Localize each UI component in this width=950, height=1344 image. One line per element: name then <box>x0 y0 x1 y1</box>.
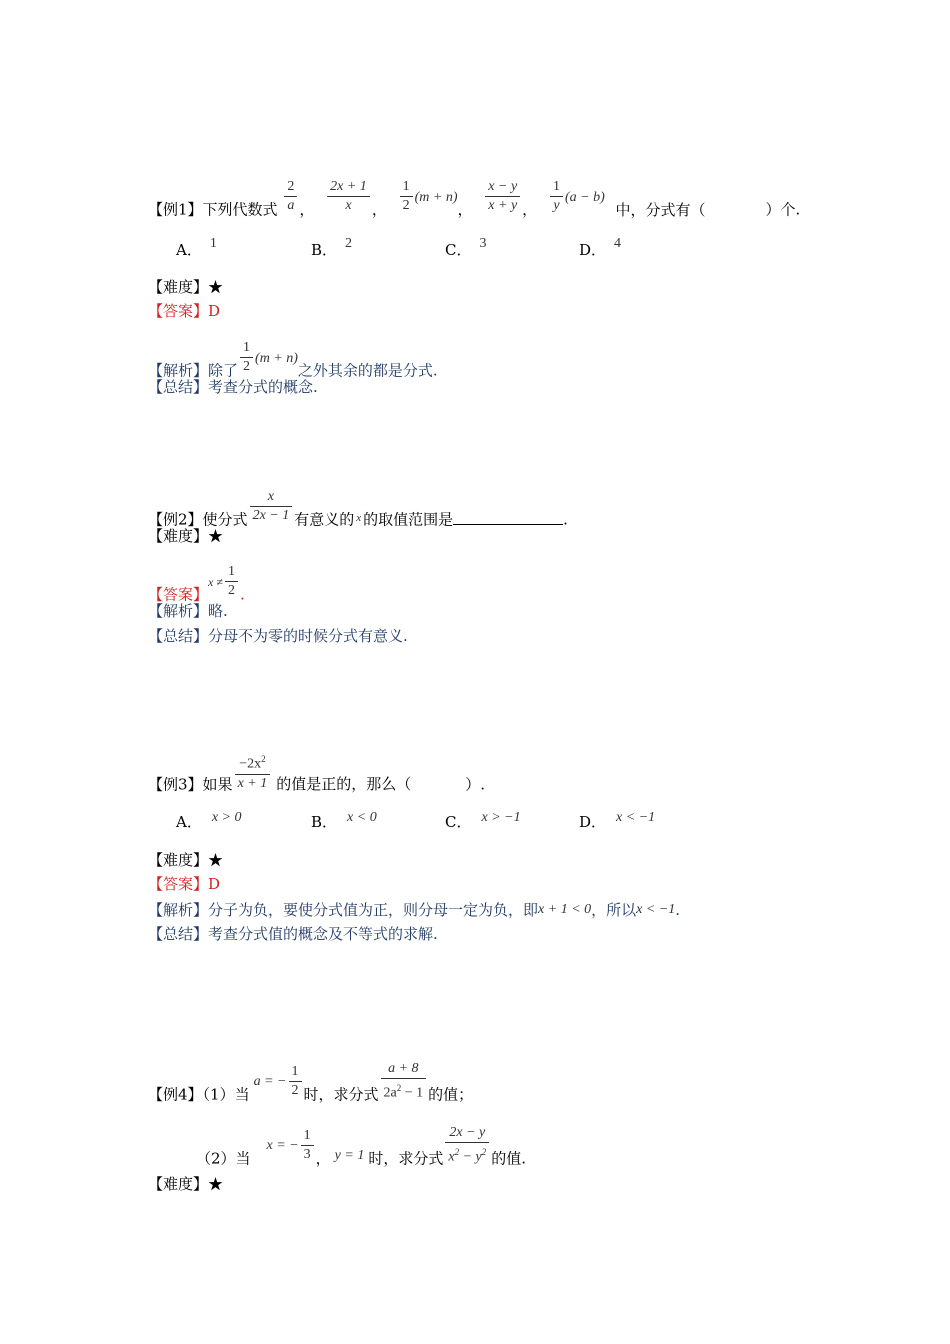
ex2-answer: 【答案】$^{x \ne}$ $\frac{1}{2}$ . <box>148 564 245 604</box>
ex1-suffix: 中，分式有（ <box>615 200 706 219</box>
ex3-analysis: 【解析】分子为负，要使分式值为正，则分母一定为负，即x + 1 < 0，所以x < −1. <box>148 901 681 919</box>
ex1-expr2: $\frac{2x + 1}{x}$ <box>327 178 370 215</box>
ex1-question: 【例1】下列代数式 $\frac{2}{a}$ ， $\frac{2x + 1}{x}$ ， $\frac{1}{2}$ (m + n)， $\frac{x - y}{x + y}$ ， $\frac{1}{y}$ (a − b) 中，分式有（ ）个. <box>148 179 801 219</box>
ex4-part2-x-frac: $\frac{1}{3}$ <box>301 1127 314 1164</box>
ex3-frac: $\frac{-2x^2}{x + 1}$ <box>235 750 271 793</box>
ex2-summary: 【总结】分母不为零的时候分式有意义. <box>148 627 408 645</box>
ex4-part1-frac: $\frac{a + 8}{2a^2 - 1}$ <box>381 1060 427 1103</box>
ex3-option-d: D． x < −1 <box>579 810 656 831</box>
ex2-frac: $\frac{x}{2x - 1}$ <box>250 488 293 525</box>
ex1-tag: 【例1】 <box>148 200 203 219</box>
ex2-question: 【例2】使分式 $\frac{x}{2x - 1}$ 有意义的 $^x$ 的取值范围是 . <box>148 489 568 529</box>
ex1-expr1: $\frac{2}{a}$ <box>284 178 297 215</box>
ex1-prefix: 下列代数式 <box>202 200 278 219</box>
ex3-option-b: B． x < 0 <box>311 810 377 831</box>
ex2-analysis: 【解析】略. <box>148 602 228 620</box>
ex4-part2: （2）当x = − $\frac{1}{3}$ ， y = 1 时，求分式 $\frac{2x - y}{x^2 - y^2}$ 的值. <box>196 1125 527 1168</box>
ex4-part1: 【例4】（1）当a = − $\frac{1}{2}$ 时，求分式 $\frac{a + 8}{2a^2 - 1}$ 的值； <box>148 1061 474 1104</box>
ex3-summary: 【总结】考查分式值的概念及不等式的求解. <box>148 925 438 943</box>
ex3-answer: 【答案】D <box>148 875 221 893</box>
ex1-difficulty: 【难度】★ <box>148 278 224 296</box>
ex1-option-d: D． 4 <box>579 236 622 259</box>
ex3-question: 【例3】如果 $\frac{-2x^2}{x + 1}$ 的值是正的，那么（ ）. <box>148 764 485 807</box>
ex1-option-b: B． 2 <box>311 236 353 259</box>
ex4-part1-a-frac: $\frac{1}{2}$ <box>289 1063 302 1100</box>
ex4-difficulty: 【难度】★ <box>148 1175 224 1193</box>
ex1-expr4: $\frac{x - y}{x + y}$ <box>485 178 520 215</box>
ex1-analysis-frac: $\frac{1}{2}$ <box>240 339 253 376</box>
ex1-summary: 【总结】考查分式的概念. <box>148 378 318 396</box>
ex3-option-a: A． x > 0 <box>176 810 242 831</box>
ex1-expr5-tail: (a − b) <box>564 189 605 205</box>
ex1-expr3: $\frac{1}{2}$ <box>400 178 413 215</box>
ex1-option-c: C． 3 <box>445 236 487 259</box>
ex2-difficulty: 【难度】★ <box>148 527 224 545</box>
ex1-answer: 【答案】D <box>148 302 221 320</box>
ex2-answer-frac: $\frac{1}{2}$ <box>225 563 238 600</box>
ex1-option-a: A． 1 <box>176 236 217 259</box>
ex1-suffix2: ）个. <box>765 200 801 219</box>
ex3-difficulty: 【难度】★ <box>148 851 224 869</box>
ex4-part2-frac: $\frac{2x - y}{x^2 - y^2}$ <box>445 1124 489 1167</box>
ex1-analysis: 【解析】除了 $\frac{1}{2}$ (m + n)之外其余的都是分式. <box>148 340 438 380</box>
ex2-answer-blank[interactable] <box>453 510 563 525</box>
ex1-expr5: $\frac{1}{y}$ <box>550 178 563 215</box>
ex1-expr3-tail: (m + n) <box>414 189 458 205</box>
ex3-option-c: C． x > −1 <box>445 810 521 831</box>
